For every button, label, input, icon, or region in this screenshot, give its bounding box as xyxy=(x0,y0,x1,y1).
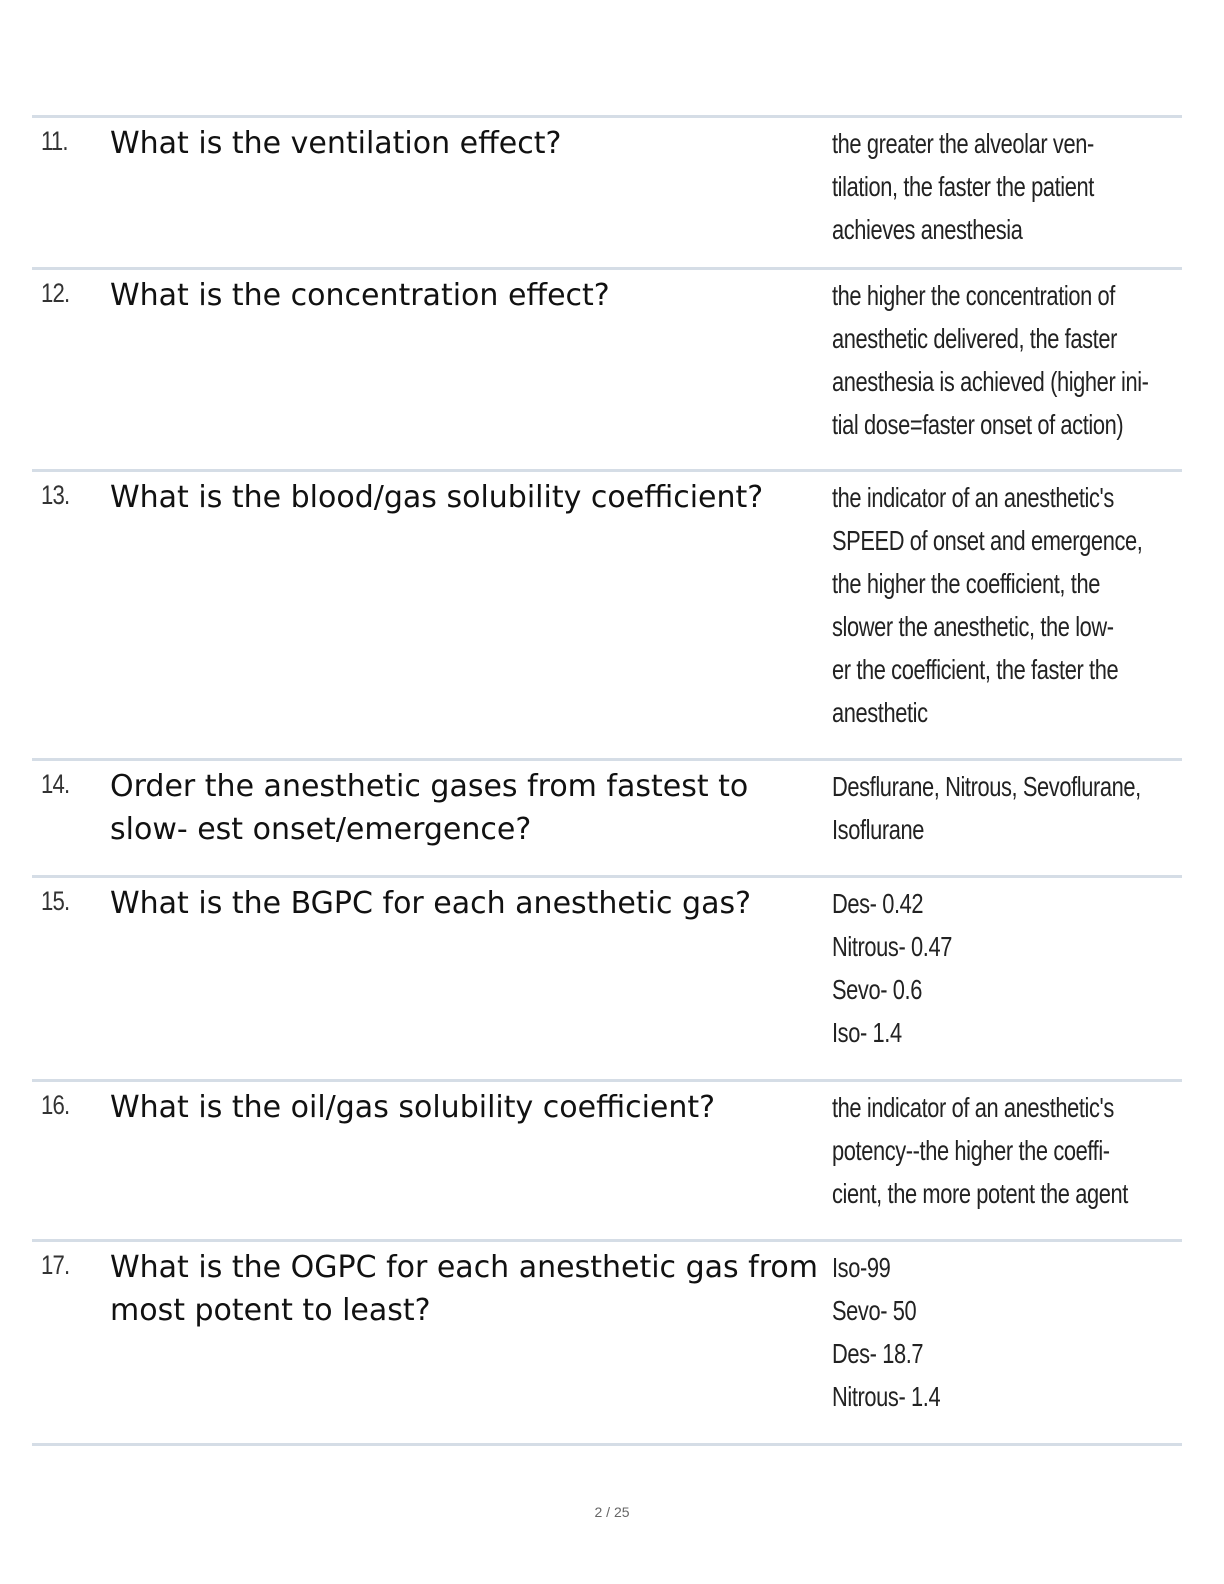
card-question: Order the anesthetic gases from fastest to slow- est onset/emergence? xyxy=(110,769,749,847)
card-question: What is the blood/gas solubility coefficient? xyxy=(110,480,764,515)
card-answer-line: Isoflurane xyxy=(832,814,925,845)
card-answer-line: tilation, the faster the patient xyxy=(832,171,1094,202)
card-answer-line: Iso-99 xyxy=(832,1252,891,1283)
card-answer xyxy=(832,765,1182,851)
card-answer xyxy=(832,1086,1182,1215)
card-answer-line: Nitrous- 0.47 xyxy=(832,931,952,962)
card-answer-line: tial dose=faster onset of action) xyxy=(832,409,1124,440)
flashcard-row xyxy=(32,118,1182,270)
card-number: 13. xyxy=(41,480,70,510)
page-indicator: 2 / 25 xyxy=(594,1504,630,1520)
card-answer-line: anesthesia is achieved (higher ini- xyxy=(832,366,1149,397)
card-answer xyxy=(832,1246,1182,1418)
card-answer-line: the greater the alveolar ven- xyxy=(832,128,1094,159)
card-answer xyxy=(832,882,1182,1054)
card-answer-line: the indicator of an anesthetic's xyxy=(832,1092,1114,1123)
card-question: What is the OGPC for each anesthetic gas from most potent to least? xyxy=(110,1250,818,1328)
card-answer-line: Iso- 1.4 xyxy=(832,1017,902,1048)
card-number: 17. xyxy=(41,1250,70,1280)
flashcard-row xyxy=(32,270,1182,472)
card-answer-line: er the coefficient, the faster the xyxy=(832,654,1119,685)
flashcard-row xyxy=(32,472,1182,761)
card-number: 11. xyxy=(41,126,68,156)
card-answer-line: anesthetic delivered, the faster xyxy=(832,323,1117,354)
card-answer-line: anesthetic xyxy=(832,697,928,728)
card-answer-line: SPEED of onset and emergence, xyxy=(832,525,1143,556)
flashcard-row xyxy=(32,1242,1182,1446)
card-answer-line: Des- 18.7 xyxy=(832,1338,924,1369)
card-answer-line: the indicator of an anesthetic's xyxy=(832,482,1114,513)
card-number: 12. xyxy=(41,278,70,308)
card-question: What is the concentration effect? xyxy=(110,278,610,313)
card-answer-line: Sevo- 50 xyxy=(832,1295,917,1326)
card-number: 15. xyxy=(41,886,70,916)
card-answer xyxy=(832,476,1182,734)
flashcard-row xyxy=(32,761,1182,878)
card-question: What is the BGPC for each anesthetic gas? xyxy=(110,886,752,921)
card-answer-line: slower the anesthetic, the low- xyxy=(832,611,1114,642)
card-answer-line: Desflurane, Nitrous, Sevoflurane, xyxy=(832,771,1141,802)
card-answer-line: Des- 0.42 xyxy=(832,888,924,919)
card-answer-line: the higher the concentration of xyxy=(832,280,1115,311)
card-number: 16. xyxy=(41,1090,70,1120)
card-answer xyxy=(832,122,1182,251)
card-answer-line: potency--the higher the coeffi- xyxy=(832,1135,1110,1166)
card-answer-line: cient, the more potent the agent xyxy=(832,1178,1128,1209)
card-question: What is the ventilation effect? xyxy=(110,126,562,161)
card-question: What is the oil/gas solubility coefficient? xyxy=(110,1090,716,1125)
flashcard-list xyxy=(32,115,1182,1446)
card-answer-line: achieves anesthesia xyxy=(832,214,1023,245)
card-answer-line: Nitrous- 1.4 xyxy=(832,1381,941,1412)
card-answer xyxy=(832,274,1182,446)
card-answer-line: the higher the coefficient, the xyxy=(832,568,1100,599)
card-number: 14. xyxy=(41,769,70,799)
card-answer-line: Sevo- 0.6 xyxy=(832,974,922,1005)
flashcard-row xyxy=(32,878,1182,1082)
flashcard-row xyxy=(32,1082,1182,1242)
